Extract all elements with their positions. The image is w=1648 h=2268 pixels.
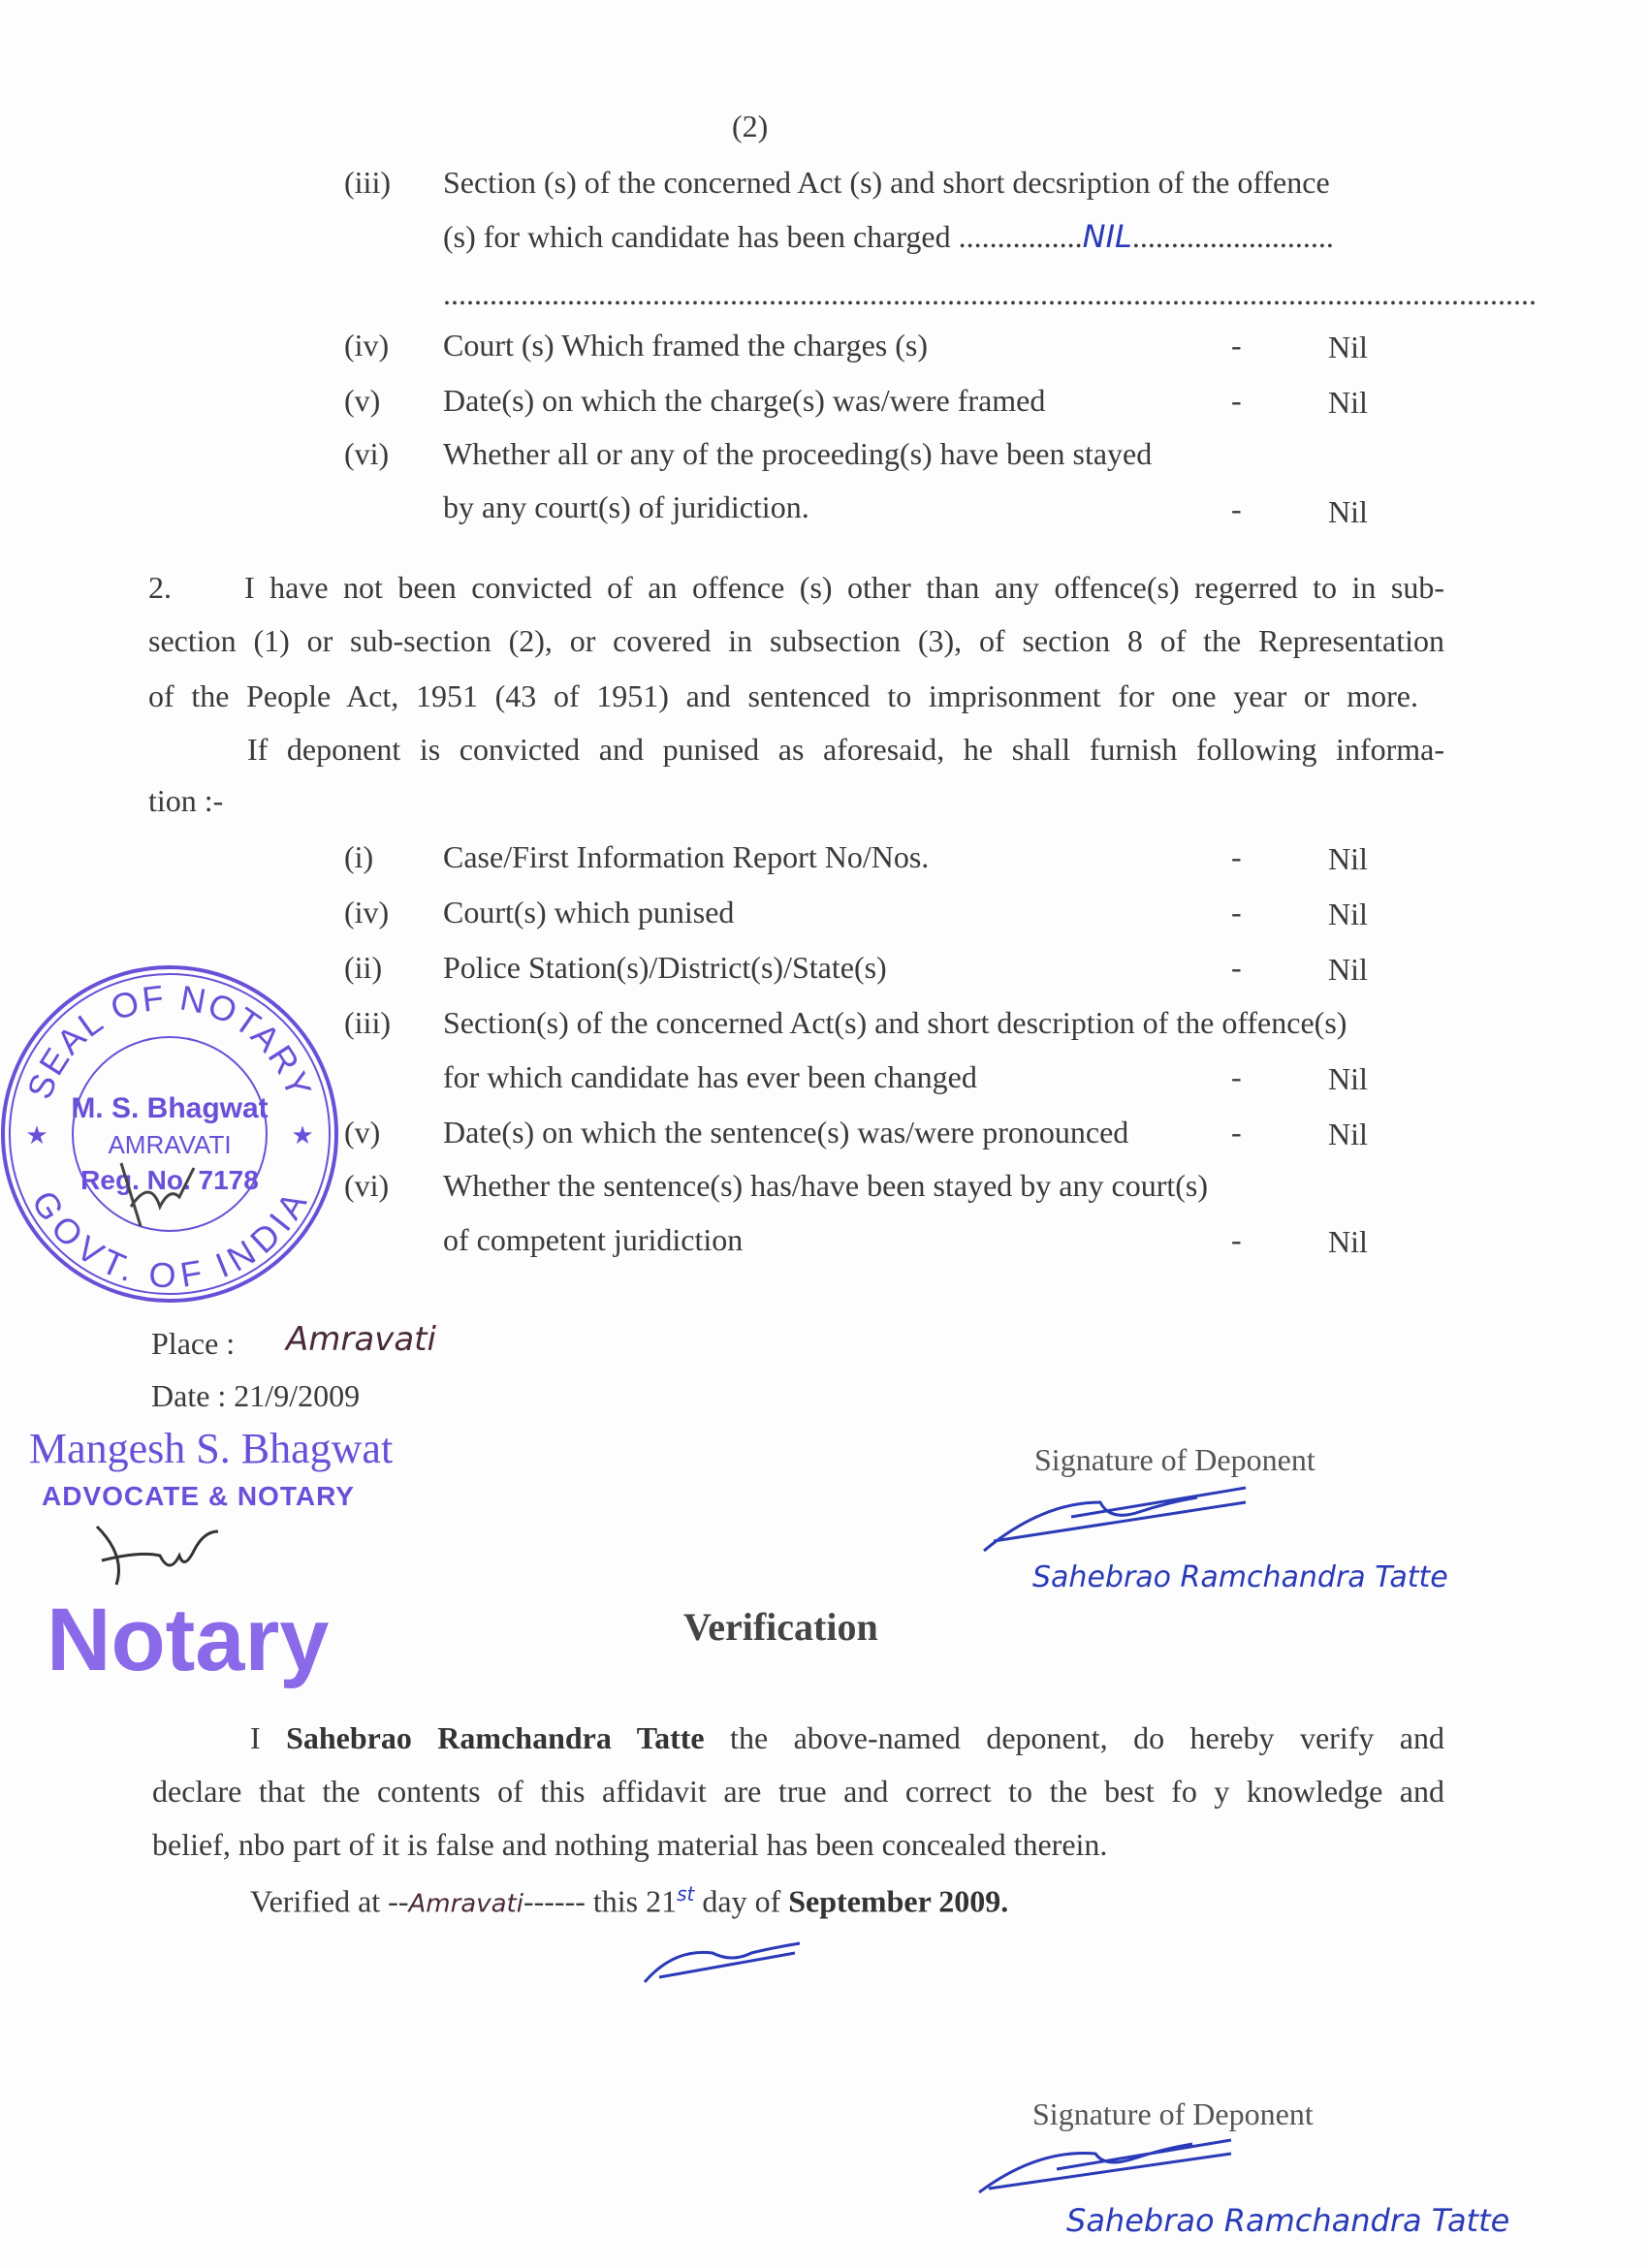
item-value: Nil <box>1328 1061 1368 1096</box>
item-dash: - <box>1231 895 1242 929</box>
notary-big-stamp: Notary <box>47 1591 330 1689</box>
item-dash: - <box>1231 1115 1242 1150</box>
verification-line: belief, nbo part of it is false and nothing material has been concealed therein. <box>152 1827 1108 1862</box>
item-dash: - <box>1231 491 1242 526</box>
notary-seal <box>0 964 339 1304</box>
item-label: (iii) <box>344 1005 391 1040</box>
para-line: of the People Act, 1951 (43 of 1951) and sentenced to imprisonment for one year or more. <box>148 678 1418 713</box>
item-text: Court (s) Which framed the charges (s) <box>443 328 928 362</box>
item-text: for which candidate has ever been changed <box>443 1059 977 1094</box>
seal-city: AMRAVATI <box>108 1130 232 1159</box>
item-value: Nil <box>1328 494 1368 529</box>
para-line: I have not been convicted of an offence (s) other than any offence(s) regerred to in sub- <box>244 570 1444 605</box>
verification-line: I Sahebrao Ramchandra Tatte the above-named deponent, do hereby verify and <box>250 1720 1444 1755</box>
place-value: Amravati <box>286 1320 436 1359</box>
seal-top-text: SEAL OF NOTARY <box>18 977 321 1105</box>
svg-text:SEAL OF NOTARY <box>19 977 320 1104</box>
para-line: tion :- <box>148 783 224 818</box>
item-label: (iv) <box>344 328 390 362</box>
item-text: (s) for which candidate has been charged ................NIL.......................... <box>443 218 1334 255</box>
item-label: (iii) <box>344 165 391 200</box>
date-value: 21/9/2009 <box>234 1378 361 1413</box>
item-text: of competent juridiction <box>443 1222 744 1257</box>
signature-label: Signature of Deponent <box>1032 2096 1314 2131</box>
verified-place: Amravati <box>408 1889 523 1919</box>
svg-text:GOVT. OF INDIA <box>23 1184 315 1296</box>
item-text: Date(s) on which the sentence(s) was/were pronounced <box>443 1115 1129 1150</box>
item-text: Date(s) on which the charge(s) was/were framed <box>443 383 1046 418</box>
notary-title-stamp: ADVOCATE & NOTARY <box>42 1481 355 1511</box>
item-text: Police Station(s)/District(s)/State(s) <box>443 950 887 985</box>
item-text: Whether the sentence(s) has/have been stayed by any court(s) <box>443 1168 1208 1203</box>
item-dash: - <box>1231 1059 1242 1094</box>
item-text: Court(s) which punised <box>443 895 735 929</box>
item-dash: - <box>1231 950 1242 985</box>
item-label: (i) <box>344 839 374 874</box>
item-dash: - <box>1231 1222 1242 1257</box>
item-text: Section (s) of the concerned Act (s) and short decsription of the offence <box>443 165 1330 200</box>
page-number: (2) <box>732 109 769 143</box>
verification-line: declare that the contents of this affidavit are true and correct to the best fo y knowledge and <box>152 1774 1444 1809</box>
item-value: Nil <box>1328 897 1368 931</box>
seal-name: M. S. Bhagwat <box>71 1092 269 1124</box>
deponent-signature <box>974 1478 1265 1556</box>
item-dash: - <box>1231 328 1242 362</box>
seal-reg: Reg. No. 7178 <box>80 1165 259 1195</box>
item-value: Nil <box>1328 330 1368 364</box>
item-text: Whether all or any of the proceeding(s) have been stayed <box>443 436 1153 471</box>
item-value: Nil <box>1328 1117 1368 1151</box>
deponent-name-handwritten: Sahebrao Ramchandra Tatte <box>1066 2202 1510 2239</box>
item-label: (vi) <box>344 1168 390 1203</box>
notary-name-stamp: Mangesh S. Bhagwat <box>29 1425 394 1472</box>
item-text: Case/First Information Report No/Nos. <box>443 839 930 874</box>
seal-bottom-text: GOVT. OF INDIA <box>23 1183 316 1297</box>
item-value: Nil <box>1328 385 1368 420</box>
signature-label: Signature of Deponent <box>1034 1442 1315 1477</box>
star-icon: ★ <box>25 1121 48 1150</box>
deponent-signature-small <box>640 1934 805 1992</box>
item-dash: - <box>1231 383 1242 418</box>
deponent-signature <box>969 2132 1260 2200</box>
para-line: If deponent is convicted and punised as aforesaid, he shall furnish following informa- <box>247 732 1444 767</box>
notary-signature <box>87 1522 233 1590</box>
dotted-line: ............................................................................................................................................. <box>443 276 1537 311</box>
item-value: Nil <box>1328 1224 1368 1259</box>
handwritten-nil: NIL <box>1082 218 1132 255</box>
item-label: (v) <box>344 1115 381 1150</box>
verification-line: Verified at --Amravati------ this 21st day of September 2009. <box>250 1882 1009 1919</box>
para-line: section (1) or sub-section (2), or covered in subsection (3), of section 8 of the Representation <box>148 623 1444 658</box>
item-value: Nil <box>1328 841 1368 876</box>
date-label: Date : 21/9/2009 <box>151 1378 361 1413</box>
para-number: 2. <box>148 570 172 605</box>
item-label: (iv) <box>344 895 390 929</box>
item-value: Nil <box>1328 952 1368 987</box>
deponent-name-handwritten: Sahebrao Ramchandra Tatte <box>1032 1560 1448 1594</box>
verification-title: Verification <box>683 1605 878 1649</box>
item-label: (vi) <box>344 436 390 471</box>
item-label: (v) <box>344 383 381 418</box>
star-icon: ★ <box>291 1121 314 1150</box>
place-label: Place : <box>151 1326 236 1361</box>
item-label: (ii) <box>344 950 383 985</box>
item-text: by any court(s) of juridiction. <box>443 489 809 524</box>
item-dash: - <box>1231 839 1242 874</box>
item-text: Section(s) of the concerned Act(s) and short description of the offence(s) <box>443 1005 1347 1040</box>
